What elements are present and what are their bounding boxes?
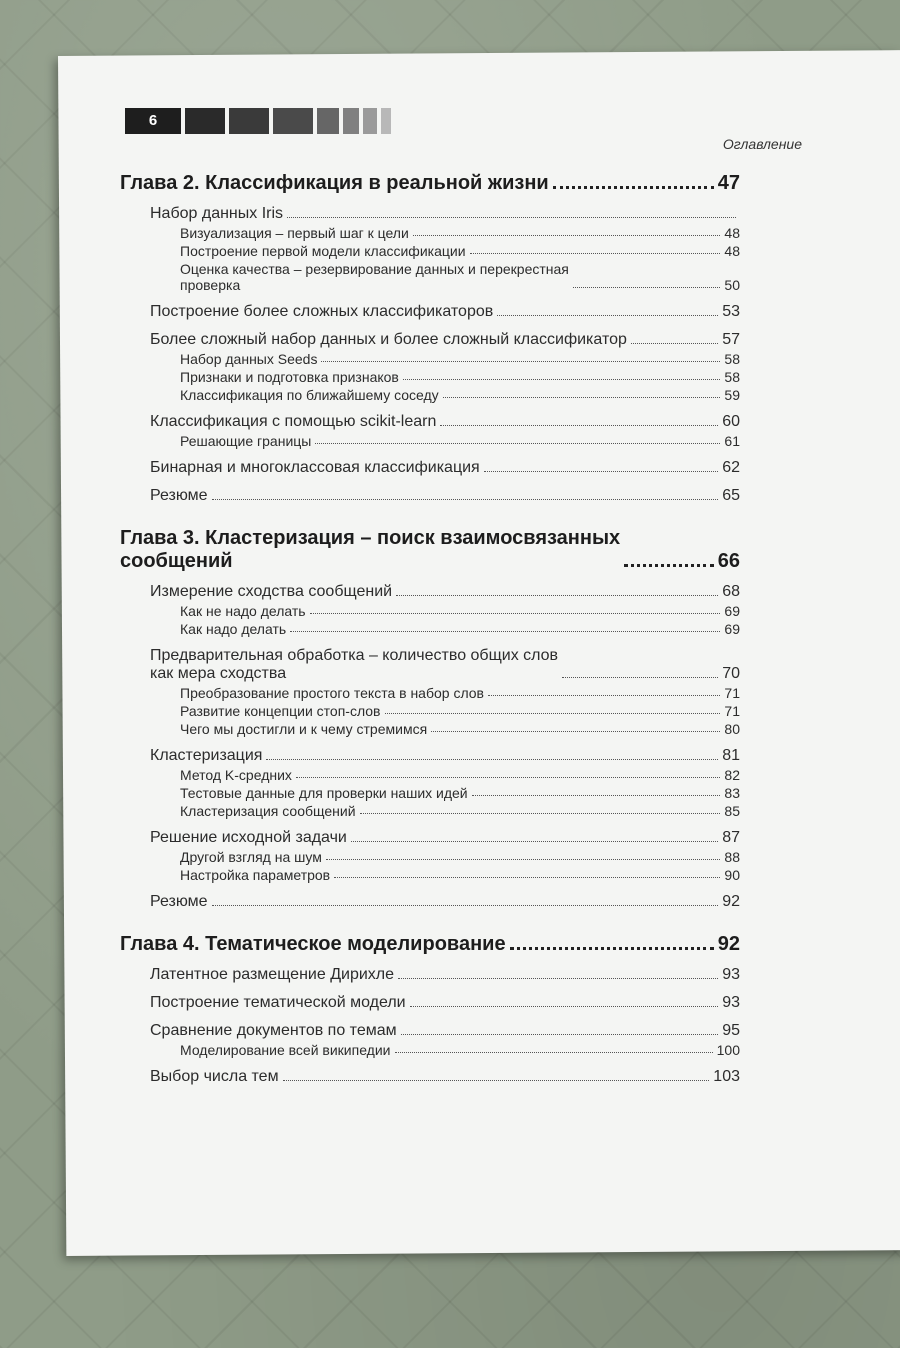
header-bar-block	[229, 108, 269, 134]
dot-leader	[321, 361, 720, 362]
dot-leader	[403, 379, 721, 380]
toc-entry	[120, 369, 740, 385]
toc-page-number: 59	[724, 387, 740, 403]
dot-leader	[470, 253, 721, 254]
toc-entry	[120, 721, 740, 737]
toc-entry-title: Набор данных Iris	[150, 205, 284, 222]
dot-leader	[440, 425, 718, 426]
toc-page-number: 57	[722, 331, 740, 348]
dot-leader	[398, 978, 718, 979]
toc-page-number: 58	[724, 369, 740, 385]
toc-entry	[120, 583, 740, 601]
dot-leader	[283, 1080, 710, 1081]
header-bar-block	[185, 108, 225, 134]
toc-entry	[120, 747, 740, 765]
toc-entry	[120, 621, 740, 637]
toc-entry	[120, 459, 740, 477]
dot-leader	[497, 315, 718, 316]
toc-entry	[120, 205, 740, 223]
header-bar-block	[381, 108, 391, 134]
toc-page-number: 71	[724, 685, 740, 701]
toc-entry-title: Чего мы достигли и к чему стремимся	[180, 721, 428, 737]
toc-entry	[120, 487, 740, 505]
toc-entry-title: Решающие границы	[180, 433, 312, 449]
toc-chapter	[120, 527, 740, 573]
toc-entry	[120, 994, 740, 1012]
toc-entry	[120, 966, 740, 984]
toc-entry	[120, 261, 740, 293]
dot-leader	[266, 759, 718, 760]
dot-leader	[296, 777, 721, 778]
toc-page-number: 68	[722, 583, 740, 600]
toc-page-number: 58	[724, 351, 740, 367]
dot-leader	[310, 613, 721, 614]
toc-page-number: 82	[724, 767, 740, 783]
running-head: Оглавление	[722, 136, 802, 152]
toc-chapter	[120, 933, 740, 956]
toc-page-number: 66	[717, 550, 740, 572]
toc-entry-title: Построение более сложных классификаторов	[150, 303, 494, 320]
dot-leader	[624, 564, 714, 567]
toc-entry-title: Более сложный набор данных и более сложный классификатор	[150, 331, 627, 348]
toc-entry	[120, 703, 740, 719]
toc-entry-title: Визуализация – первый шаг к цели	[180, 225, 409, 241]
toc-entry-title: Бинарная и многоклассовая классификация	[150, 459, 480, 476]
toc-entry	[120, 849, 740, 865]
toc-entry-title: Набор данных Seeds	[180, 351, 318, 367]
toc-entry	[120, 647, 740, 683]
toc-page-number: 93	[722, 966, 740, 983]
toc-entry	[120, 803, 740, 819]
toc-entry-title: Как надо делать	[180, 621, 287, 637]
toc-entry-title: Решение исходной задачи	[150, 829, 347, 846]
toc-entry	[120, 413, 740, 431]
dot-leader	[443, 397, 721, 398]
header-bar-block	[363, 108, 377, 134]
toc-entry	[120, 225, 740, 241]
toc-page-number: 71	[724, 703, 740, 719]
dot-leader	[573, 287, 721, 288]
dot-leader	[631, 343, 718, 344]
toc-entry	[120, 893, 740, 911]
toc-entry-title: Настройка параметров	[180, 867, 331, 883]
toc-entry	[120, 433, 740, 449]
dot-leader	[287, 217, 736, 218]
table-of-contents	[120, 150, 740, 1086]
toc-entry-title: Классификация по ближайшему соседу	[180, 387, 439, 403]
toc-entry-title: Кластеризация	[150, 747, 263, 764]
toc-page-number: 88	[724, 849, 740, 865]
toc-entry-title: Сравнение документов по темам	[150, 1022, 397, 1039]
toc-page-number: 80	[724, 721, 740, 737]
toc-entry	[120, 685, 740, 701]
toc-entry	[120, 303, 740, 321]
toc-page-number: 83	[724, 785, 740, 801]
toc-page-number: 65	[722, 487, 740, 504]
dot-leader	[472, 795, 721, 796]
toc-page-number: 95	[722, 1022, 740, 1039]
dot-leader	[395, 1052, 713, 1053]
toc-entry-title: Преобразование простого текста в набор слов	[180, 685, 484, 701]
toc-page-number: 70	[722, 665, 740, 682]
toc-page-number: 90	[724, 867, 740, 883]
toc-page-number: 50	[724, 277, 740, 293]
toc-entry	[120, 387, 740, 403]
toc-page-number: 93	[722, 994, 740, 1011]
toc-page-number: 81	[722, 747, 740, 764]
dot-leader	[315, 443, 720, 444]
dot-leader	[553, 186, 714, 189]
toc-entry-title: Тестовые данные для проверки наших идей	[180, 785, 468, 801]
toc-entry	[120, 603, 740, 619]
toc-entry-title: Глава 3. Кластеризация – поиск взаимосвязанных сообщений	[120, 527, 621, 572]
dot-leader	[484, 471, 719, 472]
page-number: 6	[125, 108, 181, 134]
dot-leader	[396, 595, 718, 596]
toc-page-number: 103	[713, 1068, 740, 1085]
toc-page-number: 92	[722, 893, 740, 910]
toc-entry-title: Построение тематической модели	[150, 994, 406, 1011]
dot-leader	[351, 841, 718, 842]
dot-leader	[360, 813, 721, 814]
toc-page-number: 87	[722, 829, 740, 846]
toc-entry-title: Классификация с помощью scikit-learn	[150, 413, 437, 430]
toc-entry-title: Развитие концепции стоп-слов	[180, 703, 381, 719]
toc-page-number: 61	[724, 433, 740, 449]
toc-entry	[120, 1068, 740, 1086]
toc-entry	[120, 331, 740, 349]
dot-leader	[510, 947, 714, 950]
toc-entry	[120, 243, 740, 259]
toc-entry-title: Построение первой модели классификации	[180, 243, 466, 259]
toc-entry-title: Глава 2. Классификация в реальной жизни	[120, 172, 549, 194]
toc-page-number: 100	[716, 1042, 740, 1058]
header-bar-block	[317, 108, 339, 134]
toc-entry	[120, 1042, 740, 1058]
toc-entry-title: Другой взгляд на шум	[180, 849, 322, 865]
dot-leader	[413, 235, 721, 236]
header-bar-block	[343, 108, 359, 134]
toc-entry-title: Измерение сходства сообщений	[150, 583, 393, 600]
dot-leader	[488, 695, 720, 696]
toc-entry	[120, 1022, 740, 1040]
header-bar-block	[273, 108, 313, 134]
toc-entry	[120, 829, 740, 847]
toc-entry-title: Оценка качества – резервирование данных и перекрестная проверка	[180, 261, 569, 293]
toc-page-number: 92	[717, 933, 740, 955]
toc-page-number: 85	[724, 803, 740, 819]
dot-leader	[410, 1006, 719, 1007]
toc-page-number: 48	[724, 225, 740, 241]
dot-leader	[334, 877, 720, 878]
toc-page-number: 69	[724, 621, 740, 637]
dot-leader	[212, 905, 719, 906]
dot-leader	[562, 677, 718, 678]
dot-leader	[431, 731, 720, 732]
dot-leader	[212, 499, 719, 500]
toc-page-number: 53	[722, 303, 740, 320]
toc-page-number: 48	[724, 243, 740, 259]
toc-page-number: 47	[717, 172, 740, 194]
toc-entry	[120, 785, 740, 801]
toc-entry-title: Резюме	[150, 893, 208, 910]
dot-leader	[385, 713, 721, 714]
toc-entry-title: Выбор числа тем	[150, 1068, 279, 1085]
dot-leader	[401, 1034, 719, 1035]
toc-entry	[120, 767, 740, 783]
dot-leader	[290, 631, 720, 632]
toc-entry-title: Латентное размещение Дирихле	[150, 966, 395, 983]
toc-entry-title: Метод K-средних	[180, 767, 292, 783]
toc-entry	[120, 351, 740, 367]
page-header-bar	[125, 108, 391, 134]
toc-entry-title: Признаки и подготовка признаков	[180, 369, 399, 385]
toc-page-number: 60	[722, 413, 740, 430]
toc-entry-title: Моделирование всей википедии	[180, 1042, 391, 1058]
toc-entry	[120, 867, 740, 883]
toc-entry-title: Предварительная обработка – количество общих слов как мера сходства	[150, 647, 559, 682]
toc-page-number: 69	[724, 603, 740, 619]
toc-page-number: 62	[722, 459, 740, 476]
toc-entry-title: Глава 4. Тематическое моделирование	[120, 933, 506, 955]
toc-entry-title: Кластеризация сообщений	[180, 803, 356, 819]
toc-chapter	[120, 172, 740, 195]
toc-entry-title: Как не надо делать	[180, 603, 306, 619]
toc-entry-title: Резюме	[150, 487, 208, 504]
dot-leader	[326, 859, 721, 860]
